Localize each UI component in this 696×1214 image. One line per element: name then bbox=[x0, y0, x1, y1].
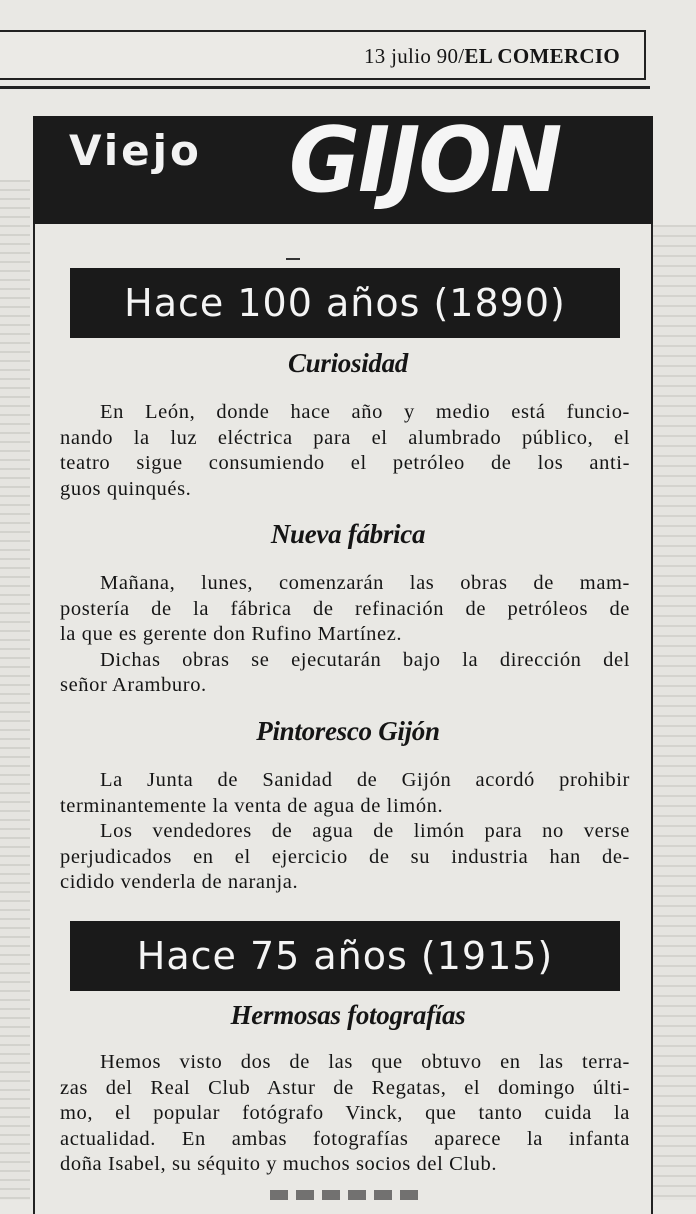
text-line: postería de la fábrica de refinación de petróleos de bbox=[60, 597, 630, 620]
article-title-hermosas-fotografias: Hermosas fotografías bbox=[230, 1000, 466, 1030]
text-line: En León, donde hace año y medio está funcio- bbox=[100, 401, 630, 423]
article-title-pintoresco-gijon: Pintoresco Gijón bbox=[256, 716, 440, 746]
text-line: actualidad. En ambas fotografías aparece la infanta bbox=[60, 1127, 630, 1150]
divider-dash bbox=[286, 258, 300, 260]
text-line: zas del Real Club Astur de Regatas, el domingo últi- bbox=[60, 1076, 630, 1099]
article-body-nueva-fabrica bbox=[60, 571, 630, 699]
article-title-curiosidad: Curiosidad bbox=[287, 348, 409, 378]
text-line: Dichas obras se ejecutarán bajo la dirección del bbox=[100, 648, 630, 671]
text-line: la que es gerente don Rufino Martínez. bbox=[60, 623, 403, 645]
adjacent-column-bleed-right bbox=[652, 225, 696, 1200]
section-band-1915: Hace 75 años (1915) bbox=[70, 921, 620, 991]
header-rule bbox=[0, 86, 650, 89]
text-line: perjudicados en el ejercicio de su industria han de- bbox=[60, 845, 630, 868]
header-date: 13 julio 90/ bbox=[363, 44, 465, 68]
section-band-1890: Hace 100 años (1890) bbox=[70, 268, 620, 338]
article-body-curiosidad bbox=[60, 400, 630, 502]
text-line: teatro sigue consumiendo el petróleo de los anti- bbox=[60, 452, 630, 474]
article-title-nueva-fabrica: Nueva fábrica bbox=[270, 519, 426, 549]
text-line: Hemos visto dos de las que obtuvo en las terra- bbox=[100, 1051, 630, 1073]
page-header bbox=[0, 30, 646, 80]
masthead bbox=[33, 108, 653, 224]
header-newspaper-name: EL COMERCIO bbox=[464, 44, 620, 68]
text-line: Los vendedores de agua de limón para no verse bbox=[100, 820, 630, 842]
text-line: terminantemente la venta de agua de limón. bbox=[60, 794, 444, 817]
article-body-hermosas-fotografias bbox=[60, 1050, 630, 1178]
masthead-viejo: Viejo bbox=[69, 126, 202, 175]
text-line: señor Aramburo. bbox=[60, 674, 207, 696]
text-line: doña Isabel, su séquito y muchos socios del Club. bbox=[60, 1153, 498, 1175]
text-line: La Junta de Sanidad de Gijón acordó prohibir bbox=[100, 769, 630, 791]
text-line: cidido venderla de naranja. bbox=[60, 871, 299, 893]
adjacent-column-bleed-left bbox=[0, 180, 30, 1200]
header-dateline bbox=[364, 44, 620, 69]
text-line: Mañana, lunes, comenzarán las obras de mam- bbox=[100, 572, 630, 594]
text-line: guos quinqués. bbox=[60, 477, 192, 500]
article-body-pintoresco-gijon bbox=[60, 768, 630, 896]
masthead-gijon: GIJON bbox=[289, 108, 561, 213]
text-line: nando la luz eléctrica para el alumbrado público, el bbox=[60, 426, 630, 449]
text-line: mo, el popular fotógrafo Vinck, que tanto cuida la bbox=[60, 1102, 630, 1124]
cut-off-heading-fragment bbox=[270, 1190, 420, 1200]
